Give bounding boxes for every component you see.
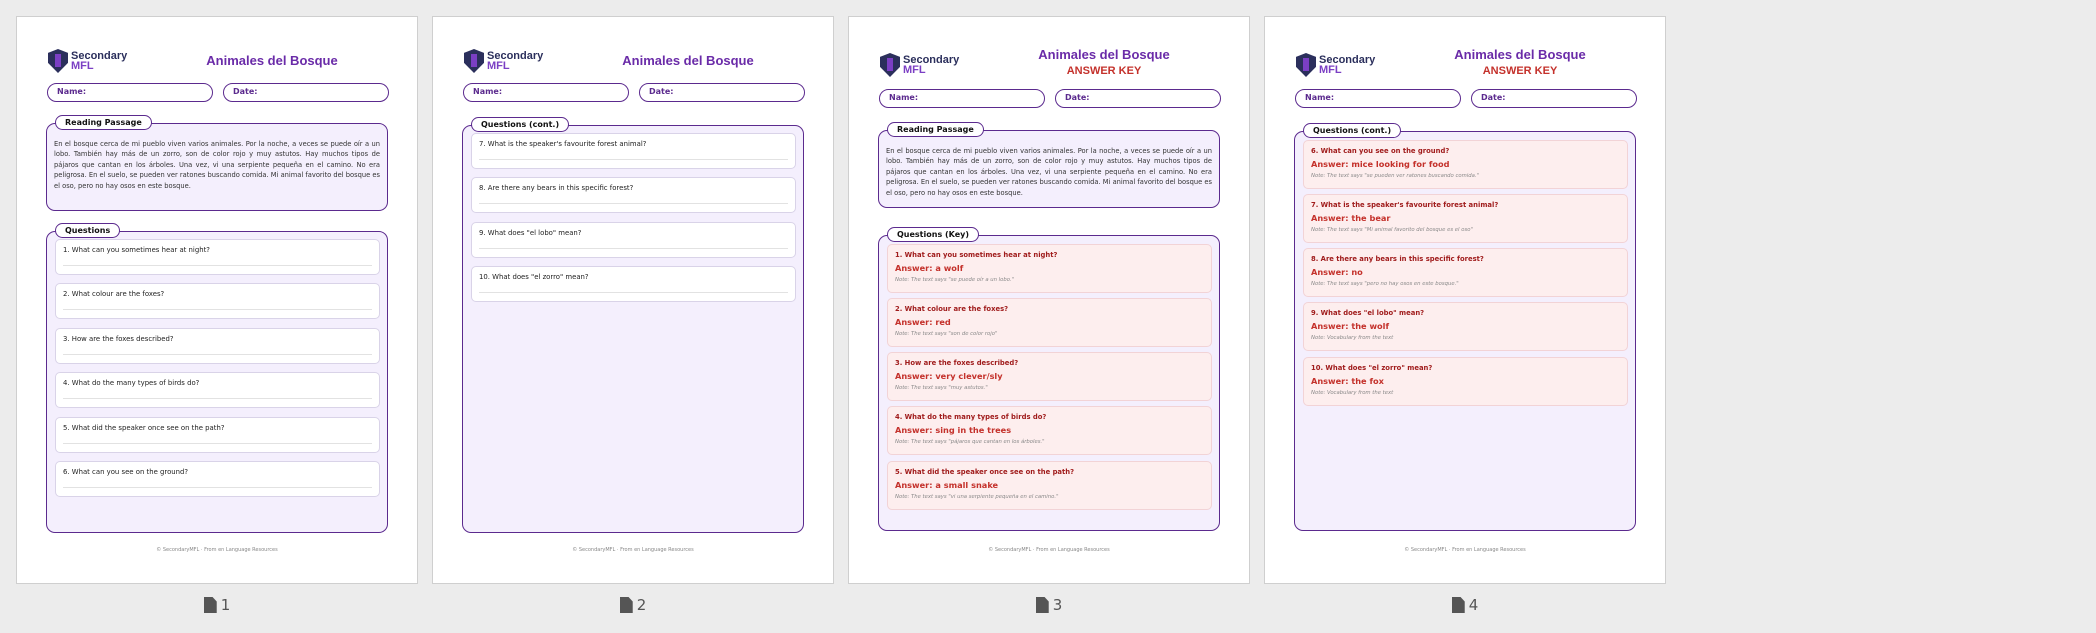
answer-line [63, 265, 372, 266]
answer-text: Answer: mice looking for food [1311, 159, 1450, 169]
date-field[interactable]: Date: [223, 83, 389, 102]
answer-card [1303, 194, 1628, 243]
answer-note: Note: The text says "muy astutos." [895, 385, 988, 391]
name-field[interactable]: Name: [47, 83, 213, 102]
answer-card [1303, 302, 1628, 351]
question-card[interactable] [471, 266, 796, 302]
answer-line [479, 203, 788, 204]
doc-title: Animales del Bosque [206, 53, 338, 68]
answer-line [63, 354, 372, 355]
answer-card [887, 406, 1212, 455]
answer-card [887, 298, 1212, 347]
page-number-label: 4 [1468, 596, 1479, 614]
answer-card [1303, 140, 1628, 189]
questions-cont-box [462, 120, 804, 533]
reading-passage-box [46, 118, 388, 211]
answer-card [887, 461, 1212, 510]
question-text: 9. What does "el lobo" mean? [479, 229, 582, 237]
brand-line1: Secondary [71, 50, 128, 62]
page-number-label: 2 [636, 596, 647, 614]
reading-passage-label: Reading Passage [887, 122, 984, 137]
question-text: 7. What is the speaker's favourite forest animal? [479, 140, 647, 148]
answer-question: 7. What is the speaker's favourite forest animal? [1311, 201, 1499, 209]
question-card[interactable] [471, 222, 796, 258]
questions-cont-label: Questions (cont.) [1303, 123, 1401, 138]
answer-question: 6. What can you see on the ground? [1311, 147, 1450, 155]
question-card[interactable] [55, 328, 380, 364]
answer-text: Answer: sing in the trees [895, 425, 1012, 435]
name-field[interactable]: Name: [879, 89, 1045, 108]
brand-line1: Secondary [487, 50, 544, 62]
answer-note: Note: The text says "son de color rojo" [895, 331, 998, 337]
answer-card [887, 244, 1212, 293]
shield-icon [1296, 53, 1316, 77]
answer-key-label: ANSWER KEY [1482, 65, 1558, 77]
page-footer: © SecondaryMFL · From en Language Resources [1404, 547, 1526, 553]
document-icon [1036, 597, 1049, 613]
answer-question: 1. What can you sometimes hear at night? [895, 251, 1058, 259]
answer-card [1303, 248, 1628, 297]
page-2 [432, 16, 834, 584]
answer-note: Note: The text says "Mi animal favorito del bosque es el oso" [1311, 227, 1473, 233]
answer-text: Answer: a wolf [895, 263, 964, 273]
brand-line2: MFL [71, 60, 94, 72]
answer-note: Note: Vocabulary from the text [1311, 335, 1394, 341]
question-text: 5. What did the speaker once see on the path? [63, 424, 225, 432]
brand-logo [1296, 53, 1375, 77]
page-number-2[interactable] [432, 596, 834, 614]
answer-question: 4. What do the many types of birds do? [895, 413, 1047, 421]
answer-note: Note: The text says "pero no hay osos en este bosque." [1311, 281, 1459, 287]
answer-line [63, 443, 372, 444]
page-number-1[interactable] [16, 596, 418, 614]
answer-text: Answer: the bear [1311, 213, 1391, 223]
reading-passage-box [878, 125, 1220, 208]
answer-card [887, 352, 1212, 401]
document-icon [620, 597, 633, 613]
answer-note: Note: Vocabulary from the text [1311, 390, 1394, 396]
questions-label: Questions [55, 223, 120, 238]
reading-passage-text: En el bosque cerca de mi pueblo viven varios animales. Por la noche, a veces se puede oír a un lobo. También hay más de un zorro, son de color rojo y muy astutos. Hay muchos tipos de pájaros que cantan en los árboles. Una vez, vi una serpiente pequeña en el camino. No era peligrosa. En el suelo, se pueden ver ratones buscando comida. Mi animal favorito del bosque es el oso, pero no hay osos en este bosque. [54, 140, 380, 190]
questions-key-box [878, 230, 1220, 531]
answer-line [479, 159, 788, 160]
question-text: 8. Are there any bears in this specific forest? [479, 184, 634, 192]
shield-icon [880, 53, 900, 77]
answer-line [63, 398, 372, 399]
doc-title: Animales del Bosque [622, 53, 754, 68]
date-field[interactable]: Date: [1471, 89, 1637, 108]
questions-cont-label: Questions (cont.) [471, 117, 569, 132]
question-text: 6. What can you see on the ground? [63, 468, 189, 476]
question-text: 1. What can you sometimes hear at night? [63, 246, 210, 254]
date-field[interactable]: Date: [639, 83, 805, 102]
page-footer: © SecondaryMFL · From en Language Resources [156, 547, 278, 553]
answer-line [479, 248, 788, 249]
answer-question: 5. What did the speaker once see on the path? [895, 468, 1075, 476]
page-number-3[interactable] [848, 596, 1250, 614]
answer-card [1303, 357, 1628, 406]
questions-key-label: Questions (Key) [887, 227, 979, 242]
brand-line2: MFL [1319, 64, 1342, 76]
page-number-label: 3 [1052, 596, 1063, 614]
answer-question: 2. What colour are the foxes? [895, 305, 1009, 313]
answer-note: Note: The text says "se puede oír a un lobo." [895, 277, 1015, 283]
answer-text: Answer: a small snake [895, 480, 999, 490]
answer-key-label: ANSWER KEY [1066, 65, 1142, 77]
page-4 [1264, 16, 1666, 584]
brand-logo [464, 49, 543, 73]
answer-line [63, 487, 372, 488]
brand-line2: MFL [487, 60, 510, 72]
reading-passage-label: Reading Passage [55, 115, 152, 130]
brand-line1: Secondary [903, 54, 960, 66]
page-3 [848, 16, 1250, 584]
document-icon [1452, 597, 1465, 613]
answer-question: 9. What does "el lobo" mean? [1311, 309, 1425, 317]
answer-line [479, 292, 788, 293]
brand-line1: Secondary [1319, 54, 1376, 66]
brand-logo [48, 49, 127, 73]
page-number-label: 1 [220, 596, 231, 614]
page-footer: © SecondaryMFL · From en Language Resources [572, 547, 694, 553]
question-card[interactable] [471, 133, 796, 169]
answer-line [63, 309, 372, 310]
answer-question: 8. Are there any bears in this specific forest? [1311, 255, 1484, 263]
question-card[interactable] [55, 417, 380, 453]
brand-line2: MFL [903, 64, 926, 76]
question-card[interactable] [55, 283, 380, 319]
answer-text: Answer: very clever/sly [895, 371, 1003, 381]
shield-icon [48, 49, 68, 73]
answer-text: Answer: no [1311, 267, 1363, 277]
date-field[interactable]: Date: [1055, 89, 1221, 108]
page-number-4[interactable] [1264, 596, 1666, 614]
doc-title: Animales del Bosque [1038, 47, 1170, 62]
questions-cont-box [1294, 126, 1636, 531]
answer-question: 3. How are the foxes described? [895, 359, 1019, 367]
question-card[interactable] [55, 461, 380, 497]
answer-text: Answer: the fox [1311, 376, 1384, 386]
doc-title: Animales del Bosque [1454, 47, 1586, 62]
question-text: 2. What colour are the foxes? [63, 290, 165, 298]
document-icon [204, 597, 217, 613]
answer-text: Answer: red [895, 317, 951, 327]
shield-icon [464, 49, 484, 73]
answer-note: Note: The text says "se pueden ver ratones buscando comida." [1311, 173, 1479, 179]
name-field[interactable]: Name: [1295, 89, 1461, 108]
question-card[interactable] [55, 239, 380, 275]
brand-logo [880, 53, 959, 77]
answer-note: Note: The text says "vi una serpiente pequeña en el camino." [895, 494, 1059, 500]
question-text: 10. What does "el zorro" mean? [479, 273, 589, 281]
page-1 [16, 16, 418, 584]
answer-note: Note: The text says "pájaros que cantan en los árboles." [895, 439, 1045, 445]
page-footer: © SecondaryMFL · From en Language Resources [988, 547, 1110, 553]
reading-passage-text: En el bosque cerca de mi pueblo viven varios animales. Por la noche, a veces se puede oír a un lobo. También hay más de un zorro, son de color rojo y muy astutos. Hay muchos tipos de pájaros que cantan en los árboles. Una vez, vi una serpiente pequeña en el camino. No era peligrosa. En el suelo, se pueden ver ratones buscando comida. Mi animal favorito del bosque es el oso, pero no hay osos en este bosque. [886, 147, 1212, 197]
answer-text: Answer: the wolf [1311, 321, 1390, 331]
answer-question: 10. What does "el zorro" mean? [1311, 364, 1433, 372]
question-card[interactable] [55, 372, 380, 408]
question-text: 3. How are the foxes described? [63, 335, 174, 343]
question-card[interactable] [471, 177, 796, 213]
question-text: 4. What do the many types of birds do? [63, 379, 200, 387]
questions-box [46, 226, 388, 533]
name-field[interactable]: Name: [463, 83, 629, 102]
